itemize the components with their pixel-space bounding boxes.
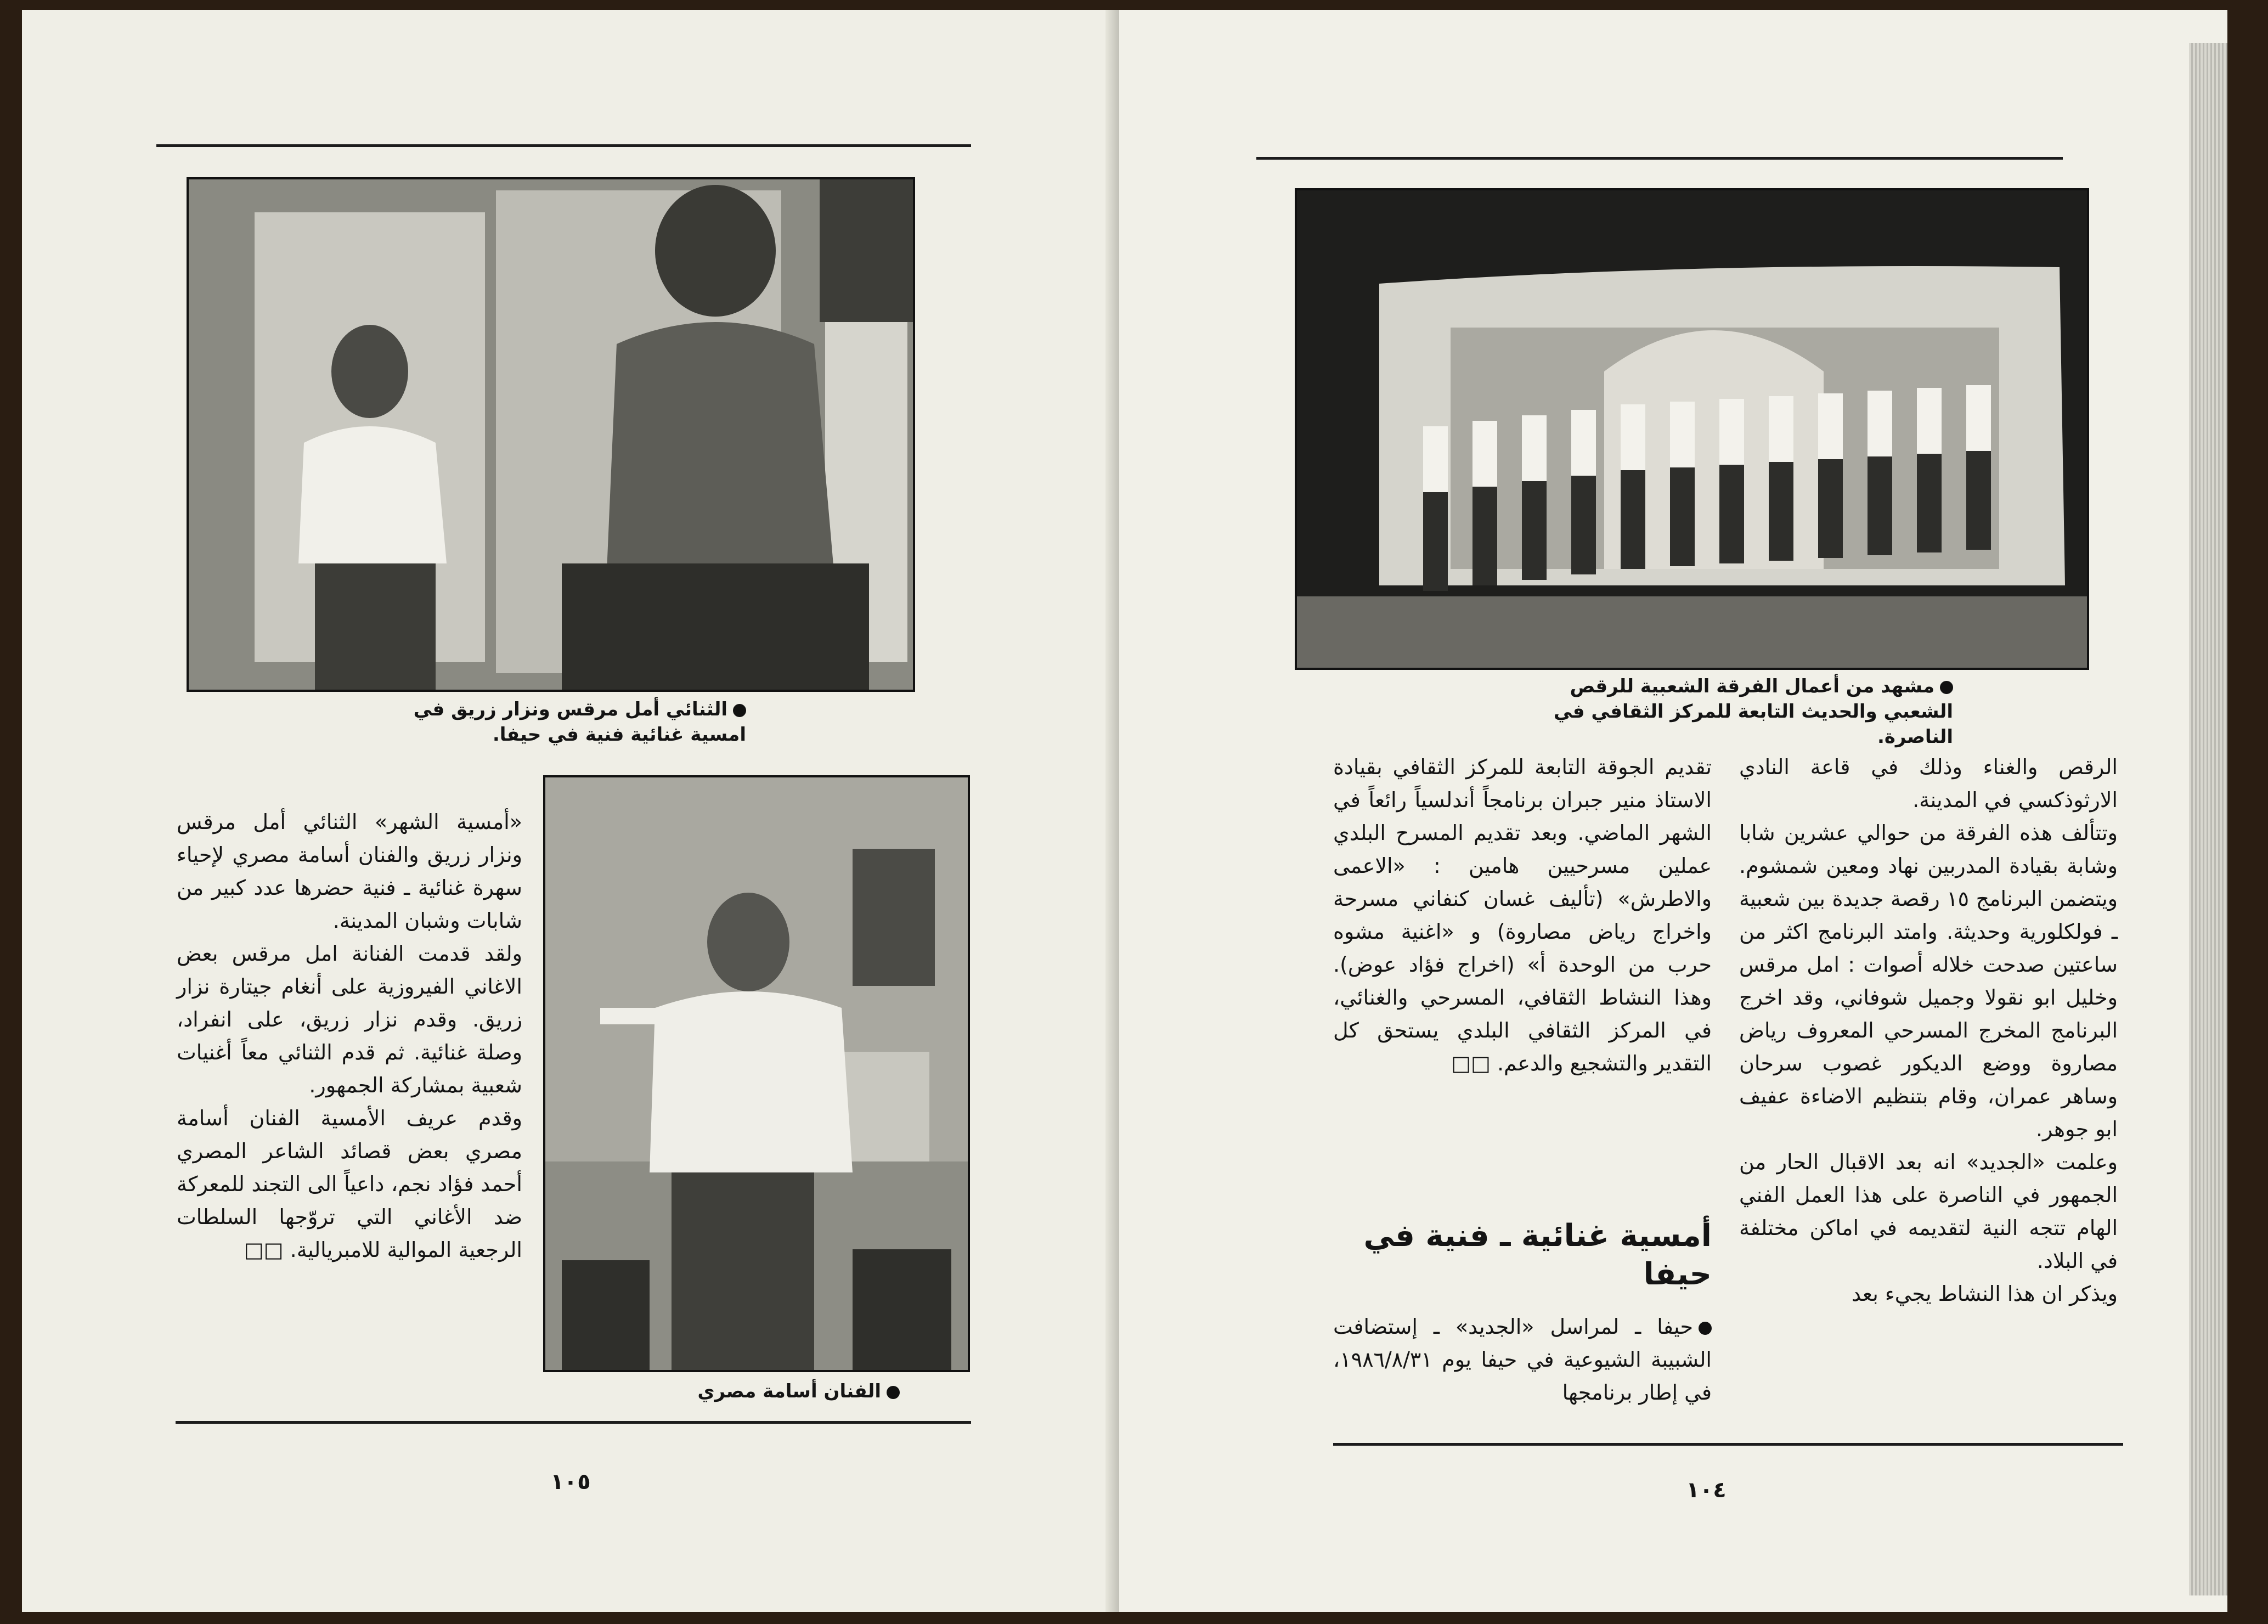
- photo-osama-masri: [543, 775, 970, 1372]
- page-number-104: ١٠٤: [1686, 1478, 1727, 1503]
- bullet-icon: [733, 704, 746, 717]
- photo-caption: مشهد من أعمال الفرقة الشعبية للرقص الشعبي والحديث التابعة للمركز الثقافي في الناصرة.: [1553, 675, 1953, 748]
- book-spread: [22, 10, 2227, 1612]
- article-text: تقديم الجوقة التابعة للمركز الثقافي بقيادة الاستاذ منير جبران برنامجاً أندلسياً رائعاً في الشهر الماضي. وبعد تقديم المسرح البلدي عملين مسرحيين هامين : «الاعمى والاطرش» (تأليف غسان كنفاني مسرحة واخراج رياض مصاروة) و «اغنية مشوه حرب من الوحدة أ» (اخراج فؤاد عوض). وهذا النشاط الثقافي، المسرحي والغنائي، في المركز الثقافي البلدي يستحق كل التقدير والتشجيع والدعم. □□: [1333, 755, 1712, 1075]
- photo-folk-dance-troupe: [1295, 188, 2089, 670]
- article-column-left-continued: [1333, 1310, 1712, 1420]
- bullet-icon: [887, 1386, 900, 1399]
- article-heading: أمسية غنائية ـ فنية في حيفا: [1363, 1218, 1712, 1292]
- bullet-icon: [1699, 1322, 1712, 1335]
- top-rule: [1256, 157, 2063, 160]
- page-number-105: ١٠٥: [550, 1469, 591, 1495]
- bottom-rule: [1333, 1443, 2123, 1446]
- article-column-left-page: [177, 805, 522, 1403]
- article-text: حيفا ـ لمراسل «الجديد» ـ إستضافت الشبيبة الشيوعية في حيفا يوم ١٩٨٦/٨/٣١، في إطار برنامجها: [1333, 1315, 1712, 1405]
- top-rule: [156, 144, 971, 147]
- left-page: [22, 10, 1119, 1612]
- bullet-icon: [1940, 681, 1953, 694]
- article-text: «أمسية الشهر» الثنائي أمل مرقس ونزار زريق والفنان أسامة مصري لإحياء سهرة غنائية ـ فنية حضرها عدد كبير من شابات وشبان المدينة. ولقد قدمت الفنانة امل مرقس بعض الاغاني الفيروزية على أنغام جيتارة نزار زريق. وقدم نزار زريق، على انفراد، وصلة غنائية. ثم قدم الثنائي معاً أغنيات شعبية بمشاركة الجمهور. وقدم عريف الأمسية الفنان أسامة مصري بعض قصائد الشاعر المصري أحمد فؤاد نجم، داعياً الى التجند للمعركة ضد الأغاني التي تروّجها السلطات الرجعية الموالية للامبريالية. □□: [177, 810, 522, 1262]
- photo1-caption: الثنائي أمل مرقس ونزار زريق في امسية غنائية فنية في حيفا.: [413, 698, 746, 746]
- photo2-caption: الفنان أسامة مصري: [603, 1379, 900, 1404]
- right-page: [1119, 10, 2227, 1612]
- photo-duo-performers: [187, 177, 915, 692]
- article-column-left: [1333, 751, 1712, 1168]
- bottom-rule: [176, 1421, 971, 1424]
- article-column-right: [1739, 751, 2118, 1425]
- article-text: الرقص والغناء وذلك في قاعة النادي الارثوذكسي في المدينة. وتتألف هذه الفرقة من حوالي عشرين شابا وشابة بقيادة المدربين نهاد ومعين شمشوم. ويتضمن البرنامج ١٥ رقصة جديدة بين شعبية ـ فولكلورية وحديثة. وامتد البرنامج اكثر من ساعتين صدحت خلاله أصوات : امل مرقس وخليل ابو نقولا وجميل شوفاني، وقد اخرج البرنامج المخرج المسرحي المعروف رياض مصاروة ووضع الديكور غصوب سرحان وساهر عمران، وقام بتنظيم الاضاءة عفيف ابو جوهر. وعلمت «الجديد» انه بعد الاقبال الحار من الجمهور في الناصرة على هذا العمل الفني الهام تتجه النية لتقديمه في اماكن مختلفة في البلاد. ويذكر ان هذا النشاط يجيء بعد: [1739, 755, 2118, 1306]
- page-edges: [2189, 43, 2227, 1595]
